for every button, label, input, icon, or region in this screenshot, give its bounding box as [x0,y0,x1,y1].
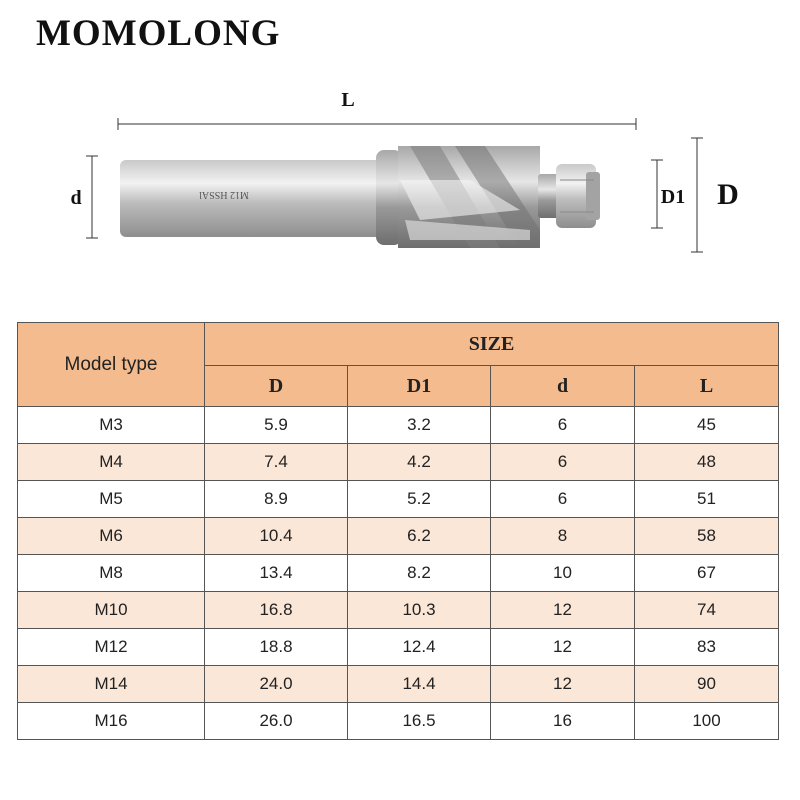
model-cell: M4 [18,444,205,481]
value-cell-d: 8 [491,518,635,555]
label-d: d [70,187,82,209]
model-type-header: Model type [18,323,205,407]
shank-diameter-dimension [86,156,98,238]
value-cell-d: 12 [491,629,635,666]
value-cell-D1: 5.2 [348,481,491,518]
value-cell-D: 24.0 [205,666,348,703]
column-header-D: D [205,366,348,407]
value-cell-D: 7.4 [205,444,348,481]
table-row [18,481,779,518]
model-cell: M12 [18,629,205,666]
model-cell: M3 [18,407,205,444]
counterbore-diagram [0,80,800,280]
value-cell-L: 83 [635,629,779,666]
brand-title: MOMOLONG [36,13,281,54]
counterbore-tool [120,146,600,248]
length-dimension-line [118,118,636,130]
model-cell: M5 [18,481,205,518]
value-cell-d: 12 [491,666,635,703]
cutter-diameter-dimension [691,138,703,252]
value-cell-L: 51 [635,481,779,518]
column-header-L: L [635,366,779,407]
value-cell-D1: 4.2 [348,444,491,481]
value-cell-D: 5.9 [205,407,348,444]
value-cell-D: 16.8 [205,592,348,629]
value-cell-L: 48 [635,444,779,481]
value-cell-D: 13.4 [205,555,348,592]
value-cell-D1: 10.3 [348,592,491,629]
value-cell-D1: 16.5 [348,703,491,740]
table-row [18,518,779,555]
value-cell-d: 10 [491,555,635,592]
model-cell: M16 [18,703,205,740]
value-cell-L: 45 [635,407,779,444]
label-D: D [717,178,739,211]
table-row [18,703,779,740]
value-cell-d: 6 [491,444,635,481]
table-row [18,444,779,481]
value-cell-d: 6 [491,481,635,518]
value-cell-D1: 14.4 [348,666,491,703]
table-row [18,555,779,592]
label-L: L [341,89,355,111]
value-cell-D: 8.9 [205,481,348,518]
table-row [18,666,779,703]
shank-marking: M12 HSSAl [199,189,249,200]
value-cell-D: 10.4 [205,518,348,555]
column-header-d: d [491,366,635,407]
value-cell-L: 100 [635,703,779,740]
value-cell-D: 18.8 [205,629,348,666]
size-header: SIZE [205,323,779,366]
table-row [18,629,779,666]
value-cell-L: 90 [635,666,779,703]
model-cell: M10 [18,592,205,629]
model-cell: M6 [18,518,205,555]
value-cell-L: 67 [635,555,779,592]
table-row [18,592,779,629]
value-cell-D1: 8.2 [348,555,491,592]
value-cell-L: 58 [635,518,779,555]
value-cell-d: 16 [491,703,635,740]
value-cell-D1: 3.2 [348,407,491,444]
value-cell-d: 6 [491,407,635,444]
size-table [17,322,779,740]
value-cell-d: 12 [491,592,635,629]
label-D1: D1 [660,186,686,208]
value-cell-D1: 6.2 [348,518,491,555]
value-cell-D1: 12.4 [348,629,491,666]
value-cell-L: 74 [635,592,779,629]
column-header-D1: D1 [348,366,491,407]
model-cell: M14 [18,666,205,703]
value-cell-D: 26.0 [205,703,348,740]
table-row [18,407,779,444]
model-cell: M8 [18,555,205,592]
